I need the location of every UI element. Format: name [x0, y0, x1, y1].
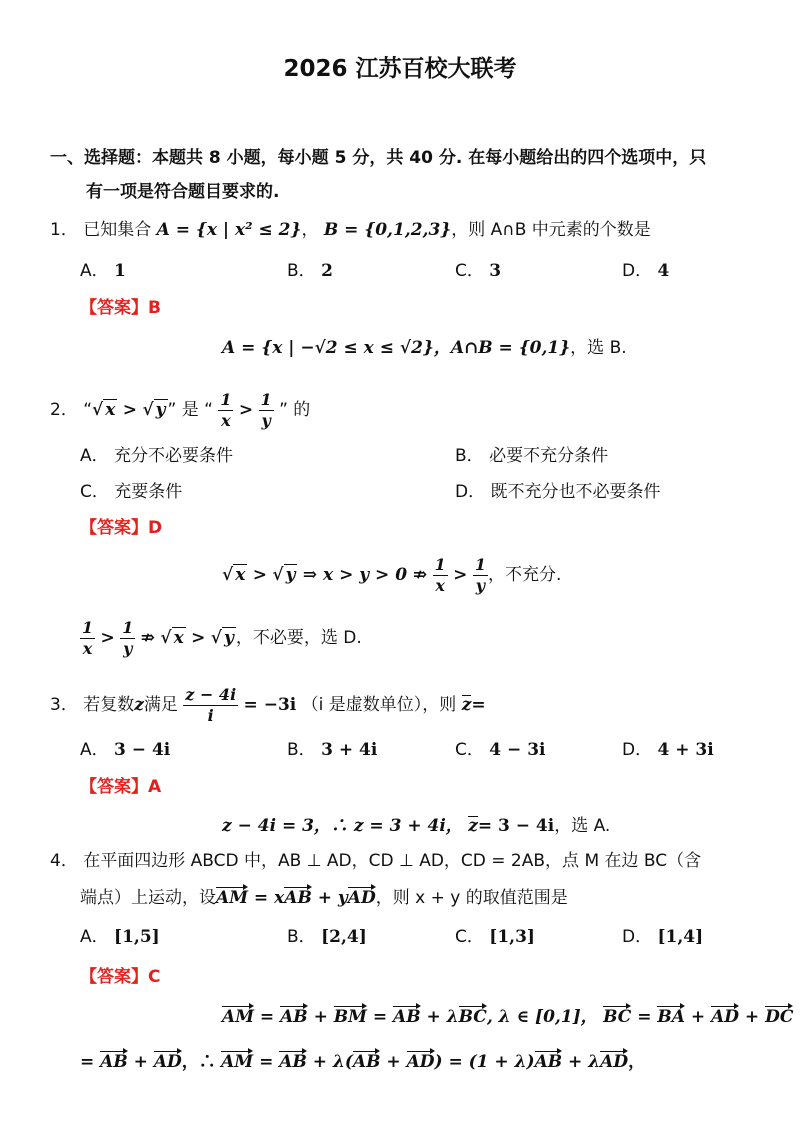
option-label: D．	[622, 261, 653, 281]
numerator: 1	[434, 554, 446, 574]
solution-math: A = {x | −√2 ≤ x ≤ √2}，A∩B = {0,1}	[222, 338, 571, 358]
q4-option-a[interactable]	[80, 925, 160, 949]
option-label: B．	[455, 446, 484, 466]
option-value: [2,4]	[321, 927, 367, 947]
q1-option-c[interactable]	[455, 259, 501, 283]
option-value: 必要不充分条件	[489, 446, 609, 466]
option-label: D．	[455, 482, 486, 502]
option-value: [1,4]	[657, 927, 704, 947]
denominator: x	[435, 575, 445, 595]
option-value: 2	[321, 261, 333, 281]
q3-answer: 【答案】A	[80, 777, 162, 797]
q1-answer: 【答案】B	[80, 298, 161, 318]
stem-text: 端点）上运动，设	[80, 888, 216, 908]
q2-solution-line2: $\frac{1}{x}$ > $\frac{1}{y}$ ⇏ √ x > √ y ，不必要，选 D.	[82, 617, 362, 658]
stem-text-post: ，则 A∩B 中元素的个数是	[451, 220, 651, 240]
numerator: 1	[260, 389, 272, 409]
gt-sign: >	[252, 565, 267, 585]
question-3-stem	[50, 683, 486, 727]
page-title: 2026 江苏百校大联考	[283, 56, 517, 82]
sqrt-x: x	[173, 628, 184, 648]
therefore: ，∴	[181, 1052, 216, 1072]
gt-sign: >	[122, 400, 138, 420]
question-4-line1	[50, 849, 701, 873]
fraction-1-over-x	[218, 390, 233, 431]
vector-ab: AB	[393, 1007, 421, 1027]
vector-am: AM	[216, 888, 249, 908]
stem-end: ” 的	[279, 400, 311, 420]
option-label: B．	[287, 740, 316, 760]
question-number: 1．	[50, 220, 78, 240]
solution-tail: ，选 A.	[554, 816, 611, 836]
option-value: 既不充分也不必要条件	[490, 482, 661, 502]
q1-solution	[222, 336, 627, 360]
option-value: 4 − 3i	[489, 740, 546, 760]
q3-option-c[interactable]	[455, 738, 545, 762]
coefficient: (1 + λ)	[468, 1052, 535, 1072]
denominator: x	[82, 638, 93, 658]
option-label: A．	[80, 927, 109, 947]
var-z: z	[134, 695, 144, 715]
option-value: [1,5]	[114, 927, 160, 947]
not-implies: ⇏	[140, 628, 155, 648]
solution-math: = 3 − 4i	[477, 816, 555, 836]
option-value: 3 − 4i	[114, 740, 171, 760]
equals-sign: =	[471, 695, 486, 715]
numerator: 1	[122, 617, 134, 637]
question-number: 4．	[50, 851, 78, 871]
option-value: 4 + 3i	[657, 740, 714, 760]
question-number: 2．	[50, 400, 78, 420]
option-label: C．	[455, 261, 484, 281]
option-label: A．	[80, 446, 109, 466]
sqrt-y: y	[223, 628, 234, 648]
q2-option-a[interactable]	[80, 444, 233, 468]
option-value: 充要条件	[114, 482, 183, 502]
q4-option-c[interactable]	[455, 925, 535, 949]
q4-solution-line2: = AB + AD，∴ AM = AB + λ(AB + AD) = (1 + λ)AB + λAD，	[80, 1052, 646, 1072]
stem-text: 满足	[143, 695, 178, 715]
numerator: 1	[82, 617, 94, 637]
vector-ad: AD	[711, 1007, 739, 1027]
separator: ，	[301, 220, 319, 240]
q3-option-a[interactable]	[80, 738, 170, 762]
sqrt-x: x	[235, 565, 246, 585]
option-value: 3	[489, 261, 502, 281]
solution-tail: ，选 B.	[570, 338, 627, 358]
q1-option-b[interactable]	[287, 259, 333, 283]
stem-mid: ” 是 “	[167, 400, 213, 420]
stem-text-post: ，则 x + y 的取值范围是	[375, 888, 568, 908]
q3-solution	[222, 814, 610, 838]
numerator: z − 4i	[185, 684, 237, 704]
vector-dc: DC	[765, 1007, 794, 1027]
numerator: 1	[474, 554, 486, 574]
fraction-1-over-x	[80, 618, 95, 659]
option-label: A．	[80, 261, 109, 281]
vector-ba: BA	[657, 1007, 685, 1027]
lambda-range: , λ ∈ [0,1]，	[486, 1007, 598, 1027]
vector-ab: AB	[280, 1007, 308, 1027]
q3-option-d[interactable]	[622, 738, 714, 762]
option-label: C．	[455, 740, 484, 760]
question-4-line2: 端点）上运动，设AM = xAB + yAD，则 x + y 的取值范围是	[80, 888, 568, 908]
option-value: 3 + 4i	[321, 740, 378, 760]
q4-answer: 【答案】C	[80, 967, 161, 987]
vector-ab: AB	[534, 1052, 563, 1072]
denominator: y	[475, 575, 486, 595]
sqrt-y: y	[155, 400, 166, 420]
option-label: B．	[287, 927, 316, 947]
stem-text: 若复数	[83, 695, 135, 715]
conjugate-z: z	[468, 816, 478, 836]
gt-sign: >	[238, 400, 254, 420]
q2-option-d[interactable]	[455, 480, 661, 504]
vector-ad: AD	[347, 888, 376, 908]
vector-bc: BC	[603, 1007, 632, 1027]
q3-option-b[interactable]	[287, 738, 377, 762]
fraction-1-over-y	[259, 390, 274, 431]
q4-option-d[interactable]	[622, 925, 703, 949]
denominator: y	[261, 410, 271, 430]
q1-option-d[interactable]	[622, 259, 669, 283]
solution-math: z − 4i = 3，∴ z = 3 + 4i，	[222, 816, 463, 836]
vector-bm: BM	[333, 1007, 367, 1027]
vector-ad: AD	[153, 1052, 182, 1072]
set-a: A = {x | x² ≤ 2}	[156, 220, 302, 240]
option-label: D．	[622, 740, 653, 760]
vector-ab: AB	[352, 1052, 381, 1072]
numerator: 1	[220, 389, 232, 409]
vector-ad: AD	[600, 1052, 629, 1072]
question-number: 3．	[50, 695, 78, 715]
vector-bc: BC	[458, 1007, 487, 1027]
equals-value: = −3i	[243, 695, 297, 715]
vector-ad: AD	[406, 1052, 435, 1072]
option-label: A．	[80, 740, 109, 760]
implication-chain: ⇒ x > y > 0 ⇏	[302, 565, 428, 585]
denominator: y	[123, 638, 133, 658]
option-value: 4	[657, 261, 670, 281]
fraction-1-over-y	[120, 618, 135, 659]
vector-am: AM	[222, 1007, 255, 1027]
conjugate-z: z	[461, 695, 472, 715]
option-value: [1,3]	[489, 927, 535, 947]
denominator: x	[221, 410, 231, 430]
option-label: B．	[287, 261, 316, 281]
solution-tail: ，不必要，选 D.	[235, 628, 362, 648]
q4-option-b[interactable]	[287, 925, 367, 949]
q1-option-a[interactable]	[80, 259, 126, 283]
vector-ab: AB	[100, 1052, 128, 1072]
section-heading-line2: 有一项是符合题目要求的.	[86, 182, 280, 202]
option-label: D．	[622, 927, 653, 947]
solution-tail: ，不充分.	[487, 565, 562, 585]
set-b: B = {0,1,2,3}	[323, 220, 452, 240]
q4-solution-line1: AM = AB + BM = AB + λBC, λ ∈ [0,1]， BC = BA + AD + DC	[222, 1007, 794, 1027]
gt-sign: >	[191, 628, 206, 648]
fraction-1-over-x	[433, 555, 448, 596]
question-2-stem: 2． “√ x > √ y ” 是 “ $\frac{1}{x}$ > $\frac{1}{y}$ ” 的	[50, 389, 311, 430]
option-value: 充分不必要条件	[114, 446, 234, 466]
gt-sign: >	[453, 565, 468, 585]
fraction-1-over-y	[473, 555, 488, 596]
sqrt-x: x	[105, 400, 116, 420]
q2-option-c[interactable]	[80, 480, 182, 504]
quote-open: “	[83, 400, 93, 420]
fraction-z-minus-4i-over-i	[183, 685, 238, 726]
stem-text: 在平面四边形 ABCD 中，AB ⊥ AD，CD ⊥ AD，CD = 2AB，点 M 在边 BC（含	[83, 851, 702, 871]
vector-ab: AB	[284, 888, 312, 908]
question-1-stem	[50, 218, 651, 242]
gt-sign: >	[100, 628, 115, 648]
q2-option-b[interactable]	[455, 444, 608, 468]
vector-am: AM	[221, 1052, 254, 1072]
stem-text-post: （i 是虚数单位），则	[301, 695, 457, 715]
denominator: i	[207, 705, 214, 725]
option-label: C．	[80, 482, 109, 502]
q2-answer: 【答案】D	[80, 518, 163, 538]
q2-solution-line1: √ x > √ y ⇒ x > y > 0 ⇏ $\frac{1}{x}$ > $\frac{1}{y}$ ，不充分.	[222, 554, 562, 595]
option-value: 1	[114, 261, 126, 281]
sqrt-y: y	[285, 565, 296, 585]
option-label: C．	[455, 927, 484, 947]
section-heading-line1: 一、选择题：本题共 8 小题，每小题 5 分，共 40 分. 在每小题给出的四个选项中，只	[50, 148, 707, 168]
vector-ab: AB	[279, 1052, 307, 1072]
stem-text: 已知集合	[83, 220, 152, 240]
